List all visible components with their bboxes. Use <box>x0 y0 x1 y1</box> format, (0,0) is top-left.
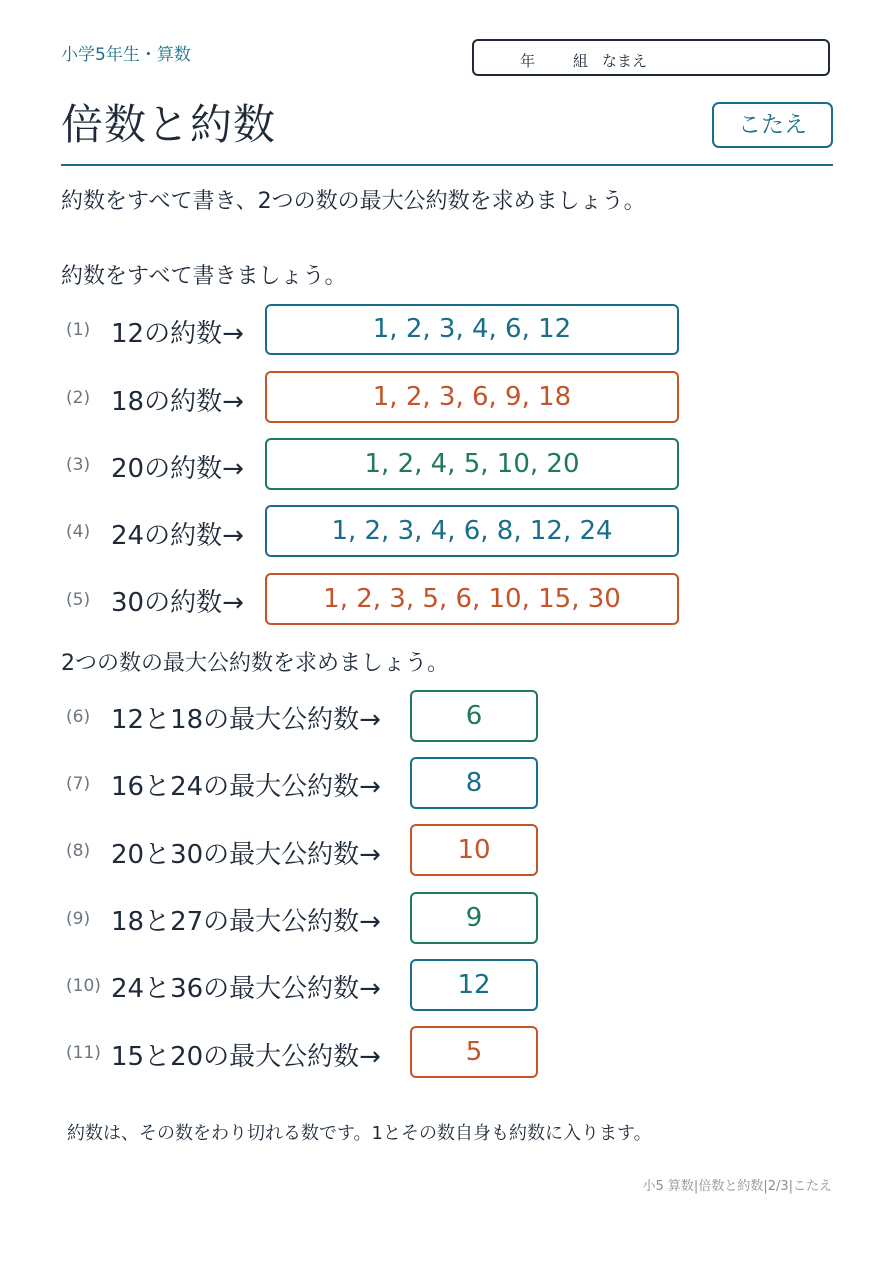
year-label: 年 <box>520 52 536 70</box>
question-number: (5) <box>66 590 91 610</box>
question-text: 12と18の最大公約数→ <box>111 705 381 735</box>
answer-box[interactable]: 10 <box>410 824 538 876</box>
answer-box[interactable]: 1, 2, 4, 5, 10, 20 <box>265 438 679 490</box>
answer-box[interactable]: 5 <box>410 1026 538 1078</box>
title-divider <box>61 164 833 166</box>
answer-box[interactable]: 9 <box>410 892 538 944</box>
question-number: (7) <box>66 774 91 794</box>
question-number: (4) <box>66 522 91 542</box>
answer-box[interactable]: 12 <box>410 959 538 1011</box>
name-label: なまえ <box>602 52 648 70</box>
answer-box[interactable]: 1, 2, 3, 4, 6, 8, 12, 24 <box>265 505 679 557</box>
question-number: (11) <box>66 1043 101 1063</box>
question-number: (1) <box>66 320 91 340</box>
answer-box[interactable]: 1, 2, 3, 4, 6, 12 <box>265 304 679 355</box>
page-title: 倍数と約数 <box>61 100 277 149</box>
page-footer: 小5 算数|倍数と約数|2/3|こたえ <box>642 1179 832 1194</box>
question-text: 16と24の最大公約数→ <box>111 772 381 802</box>
question-text: 12の約数→ <box>111 319 244 349</box>
answer-box[interactable]: 1, 2, 3, 6, 9, 18 <box>265 371 679 423</box>
question-text: 15と20の最大公約数→ <box>111 1042 381 1072</box>
question-text: 20と30の最大公約数→ <box>111 840 381 870</box>
question-number: (8) <box>66 841 91 861</box>
section1-heading: 約数をすべて書きましょう。 <box>61 264 347 289</box>
question-number: (2) <box>66 388 91 408</box>
answer-badge: こたえ <box>712 102 833 148</box>
question-text: 18と27の最大公約数→ <box>111 907 381 937</box>
question-text: 18の約数→ <box>111 387 244 417</box>
question-text: 30の約数→ <box>111 588 244 618</box>
instruction-text: 約数をすべて書き、2つの数の最大公約数を求めましょう。 <box>61 189 646 214</box>
question-number: (10) <box>66 976 101 996</box>
note-text: 約数は、その数をわり切れる数です。1とその数自身も約数に入ります。 <box>67 1123 652 1144</box>
answer-box[interactable]: 8 <box>410 757 538 809</box>
grade-subject-label: 小学5年生・算数 <box>61 45 191 65</box>
answer-box[interactable]: 6 <box>410 690 538 742</box>
question-text: 20の約数→ <box>111 454 244 484</box>
section2-heading: 2つの数の最大公約数を求めましょう。 <box>61 651 449 676</box>
question-text: 24の約数→ <box>111 521 244 551</box>
question-number: (9) <box>66 909 91 929</box>
name-box[interactable] <box>472 39 830 76</box>
question-number: (3) <box>66 455 91 475</box>
class-label: 組 <box>573 52 589 70</box>
answer-box[interactable]: 1, 2, 3, 5, 6, 10, 15, 30 <box>265 573 679 625</box>
question-text: 24と36の最大公約数→ <box>111 974 381 1004</box>
question-number: (6) <box>66 707 91 727</box>
